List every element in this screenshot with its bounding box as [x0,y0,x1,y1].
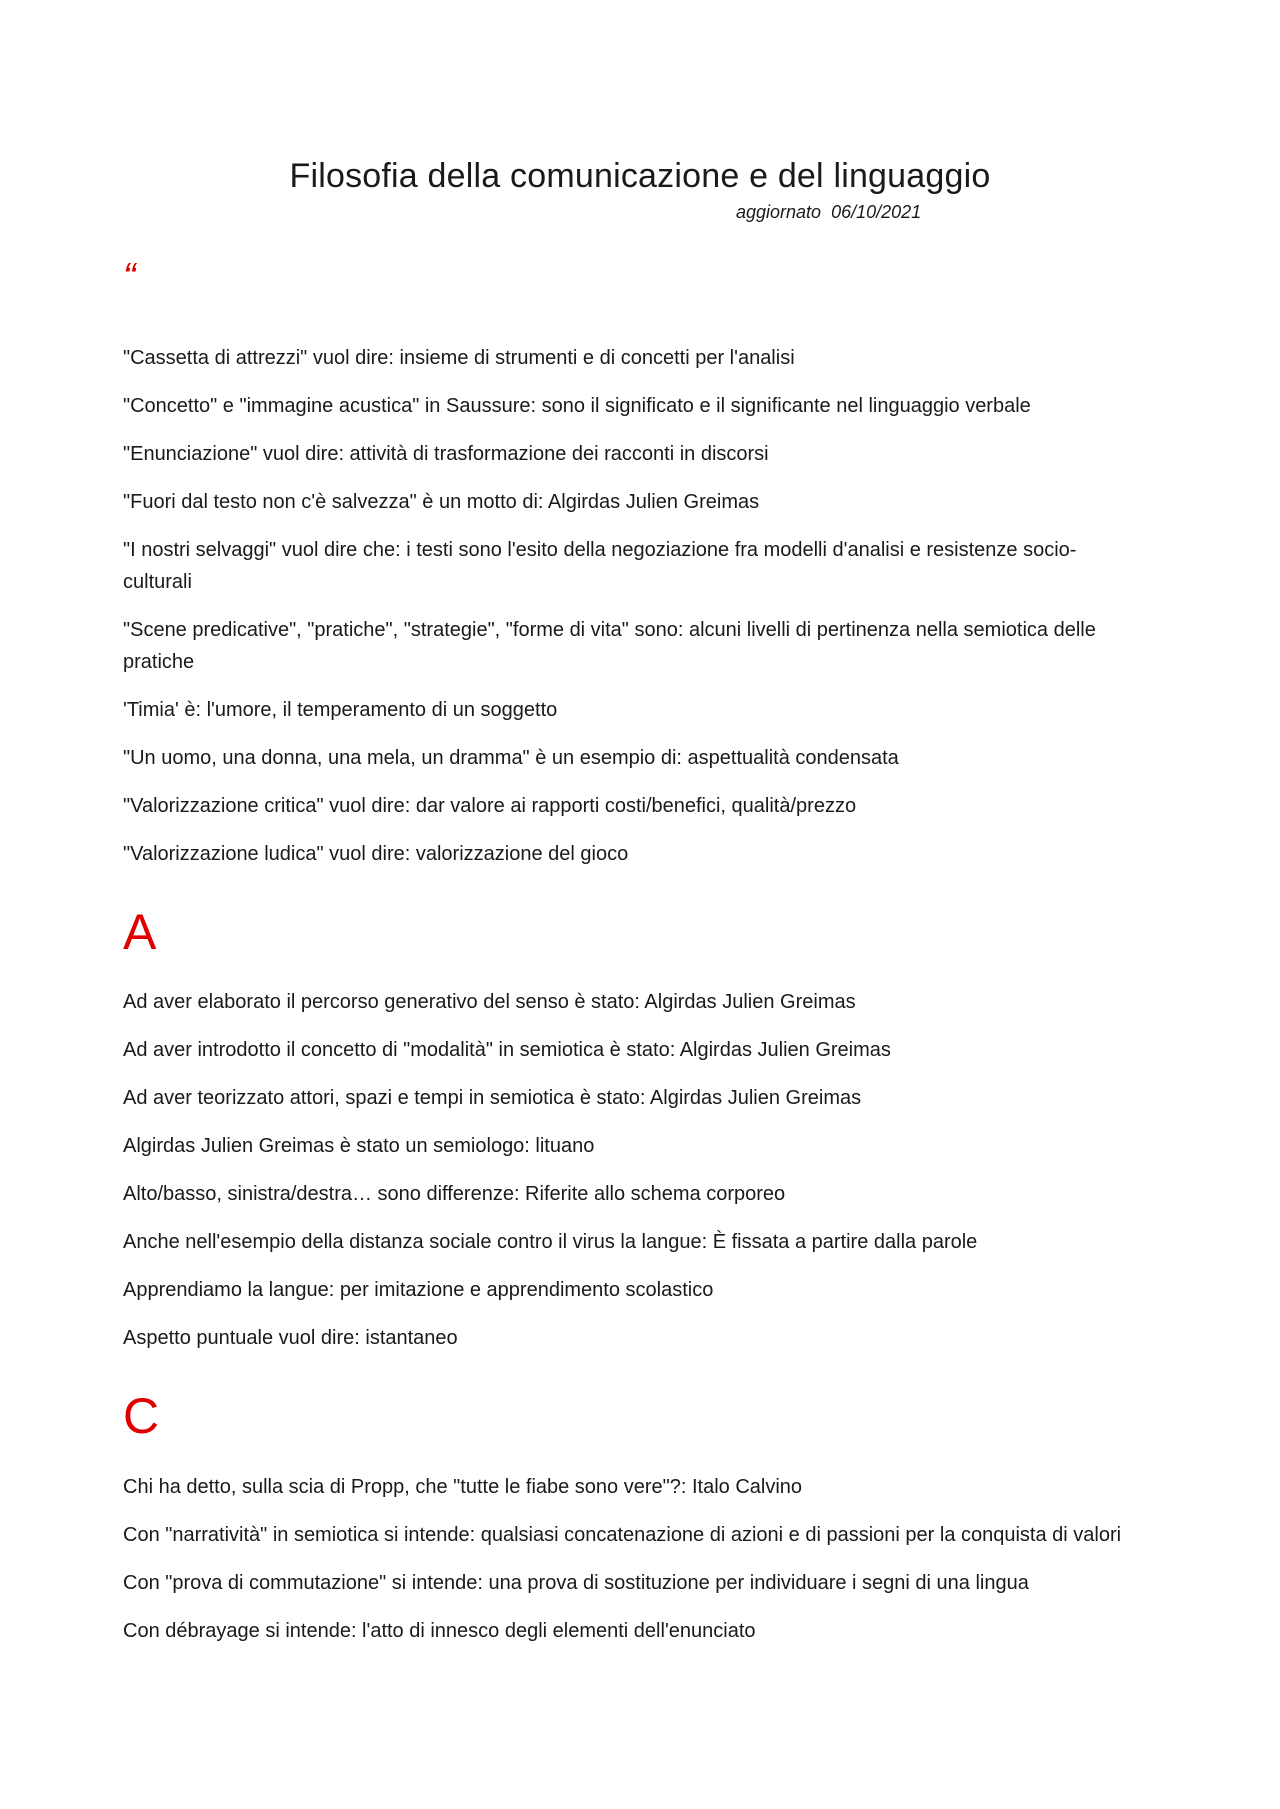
list-item: Ad aver teorizzato attori, spazi e tempi in semiotica è stato: Algirdas Julien Greimas [123,1087,862,1109]
list-item: Con débrayage si intende: l'atto di innesco degli elementi dell'enunciato [123,1620,756,1642]
list-item: Alto/basso, sinistra/destra… sono differenze: Riferite allo schema corporeo [123,1183,786,1205]
list-item: "Cassetta di attrezzi" vuol dire: insieme di strumenti e di concetti per l'analisi [123,347,795,369]
list-item: "Enunciazione" vuol dire: attività di trasformazione dei racconti in discorsi [123,443,769,465]
list-item: Ad aver introdotto il concetto di "modalità" in semiotica è stato: Algirdas Julien Greimas [123,1039,891,1061]
list-item: Con "narratività" in semiotica si intende: qualsiasi concatenazione di azioni e di passioni per la conquista di valori [123,1524,1122,1546]
list-item: 'Timia' è: l'umore, il temperamento di un soggetto [123,699,558,721]
section-heading-a: A [123,904,157,960]
document-title: Filosofia della comunicazione e del linguaggio [289,157,991,195]
list-item: "Valorizzazione critica" vuol dire: dar valore ai rapporti costi/benefici, qualità/prezzo [123,795,857,817]
list-item: "Fuori dal testo non c'è salvezza" è un motto di: Algirdas Julien Greimas [123,491,760,513]
entry-list-a [123,986,1143,1370]
list-item: Aspetto puntuale vuol dire: istantaneo [123,1327,458,1349]
list-item: Ad aver elaborato il percorso generativo del senso è stato: Algirdas Julien Greimas [123,991,856,1013]
list-item: Chi ha detto, sulla scia di Propp, che "tutte le fiabe sono vere"?: Italo Calvino [123,1476,803,1498]
list-item: Con "prova di commutazione" si intende: una prova di sostituzione per individuare i segni di una lingua [123,1572,1029,1594]
list-item: "Concetto" e "immagine acustica" in Saussure: sono il significato e il significante nel linguaggio verbale [123,395,1031,417]
section-heading-quotes: “ [123,256,136,298]
list-item: "I nostri selvaggi" vuol dire che: i testi sono l'esito della negoziazione fra modelli d'analisi e resistenze socio-culturali [123,539,1077,593]
section-heading-c: C [123,1388,160,1444]
updated-date: aggiornato 06/10/2021 [736,202,922,222]
list-item: "Un uomo, una donna, una mela, un dramma" è un esempio di: aspettualità condensata [123,747,899,769]
list-item: Anche nell'esempio della distanza sociale contro il virus la langue: È fissata a partire dalla parole [123,1231,978,1253]
entry-list-quotes [123,342,1143,886]
list-item: "Valorizzazione ludica" vuol dire: valorizzazione del gioco [123,843,629,865]
entry-list-c [123,1471,1143,1663]
list-item: "Scene predicative", "pratiche", "strategie", "forme di vita" sono: alcuni livelli di pertinenza nella semiotica delle pratiche [123,619,1096,673]
list-item: Algirdas Julien Greimas è stato un semiologo: lituano [123,1135,595,1157]
list-item: Apprendiamo la langue: per imitazione e apprendimento scolastico [123,1279,714,1301]
